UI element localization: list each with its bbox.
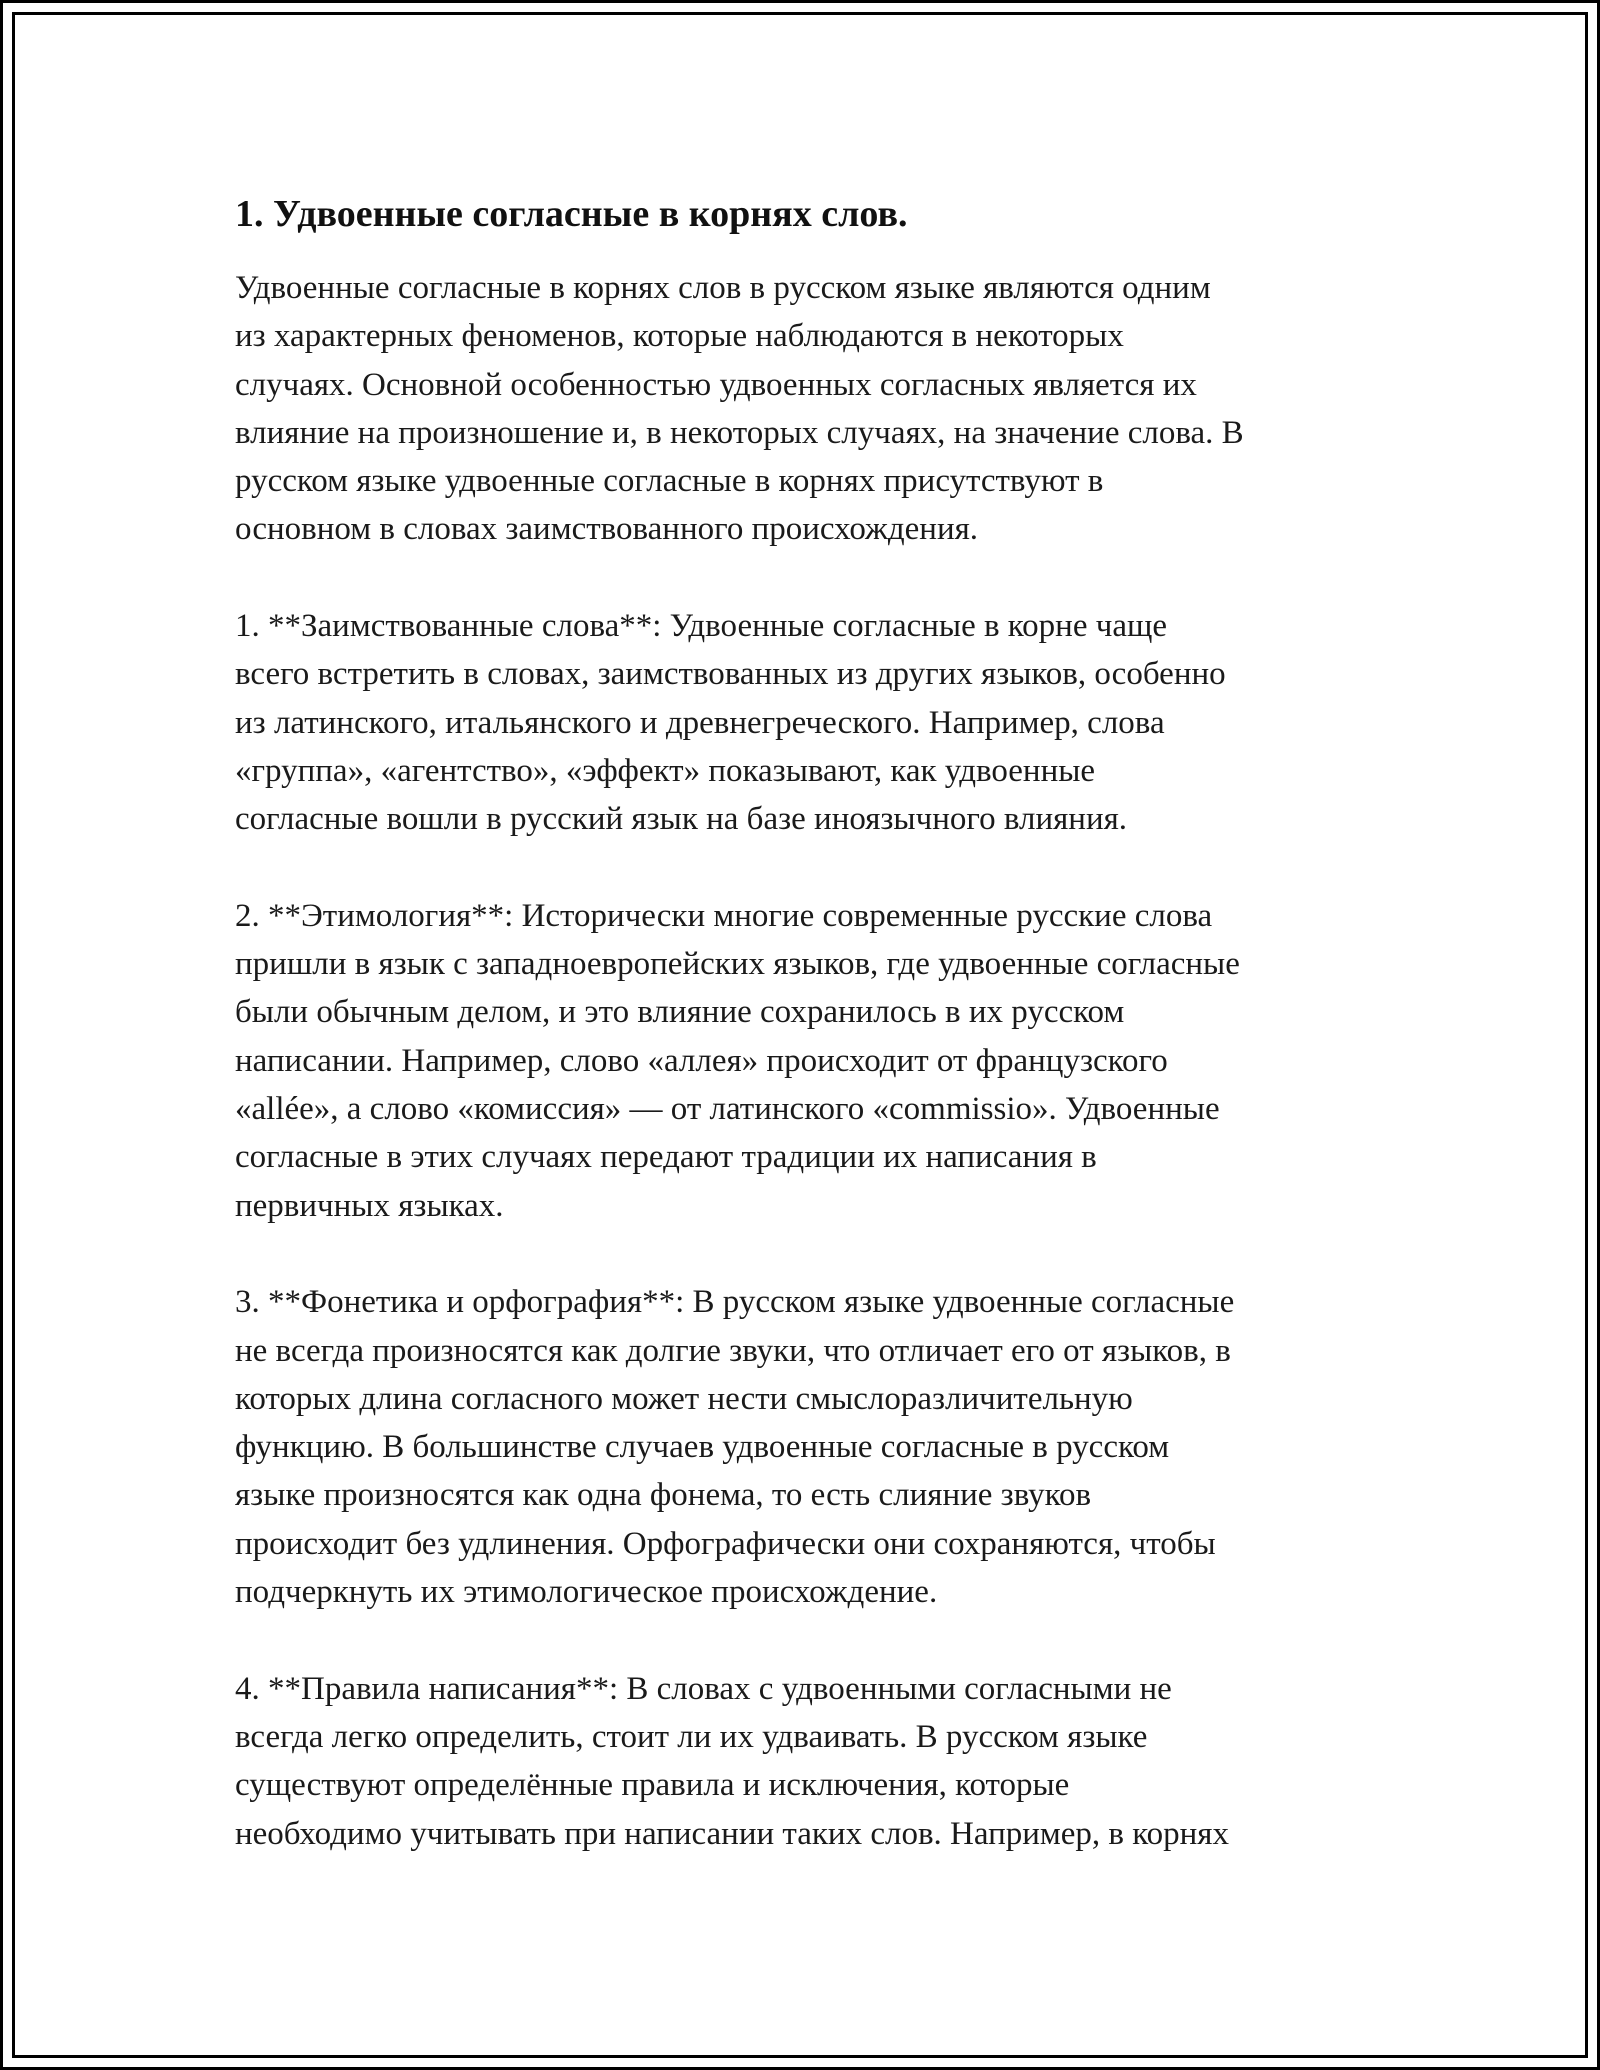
intro-paragraph: Удвоенные согласные в корнях слов в русском языке являются одним из характерных феноменов, которые наблюдаются в некоторых случаях. Основной особенностью удвоенных согласных является их влияние на произношение и, в некоторых случаях, на значение слова. В русском языке удвоенные согласные в корнях присутствуют в основном в словах заимствованного происхождения. [235, 270, 1244, 548]
paragraph-spelling-rules: 4. **Правила написания**: В словах с удвоенными согласными не всегда легко определить, стоит ли их удваивать. В русском языке существуют определённые правила и исключения, которые необходимо учитывать при написании таких слов. Например, в корнях [235, 1670, 1229, 1852]
paragraph-etymology: 2. **Этимология**: Исторически многие современные русские слова пришли в язык с западноевропейских языков, где удвоенные согласные были обычным делом, и это влияние сохранилось в их русском написании. Например, слово «аллея» происходит от французского «allée», а слово «комиссия» — от латинского «commissio». Удвоенные согласные в этих случаях передают традиции их написания в первичных языках. [235, 897, 1240, 1224]
document-body [235, 190, 1415, 1858]
section-heading: 1. Удвоенные согласные в корнях слов. [235, 193, 908, 235]
paragraph-borrowed-words: 1. **Заимствованные слова**: Удвоенные согласные в корне чаще всего встретить в словах, заимствованных из других языков, особенно из латинского, итальянского и древнегреческого. Например, слова «группа», «агентство», «эффект» показывают, как удвоенные согласные вошли в русский язык на базе иноязычного влияния. [235, 608, 1226, 838]
paragraph-phonetics-orthography: 3. **Фонетика и орфография**: В русском языке удвоенные согласные не всегда произносятся как долгие звуки, что отличает его от языков, в которых длина согласного может нести смыслоразличительную функцию. В большинстве случаев удвоенные согласные в русском языке произносятся как одна фонема, то есть слияние звуков происходит без удлинения. Орфографически они сохраняются, чтобы подчеркнуть их этимологическое происхождение. [235, 1284, 1235, 1611]
